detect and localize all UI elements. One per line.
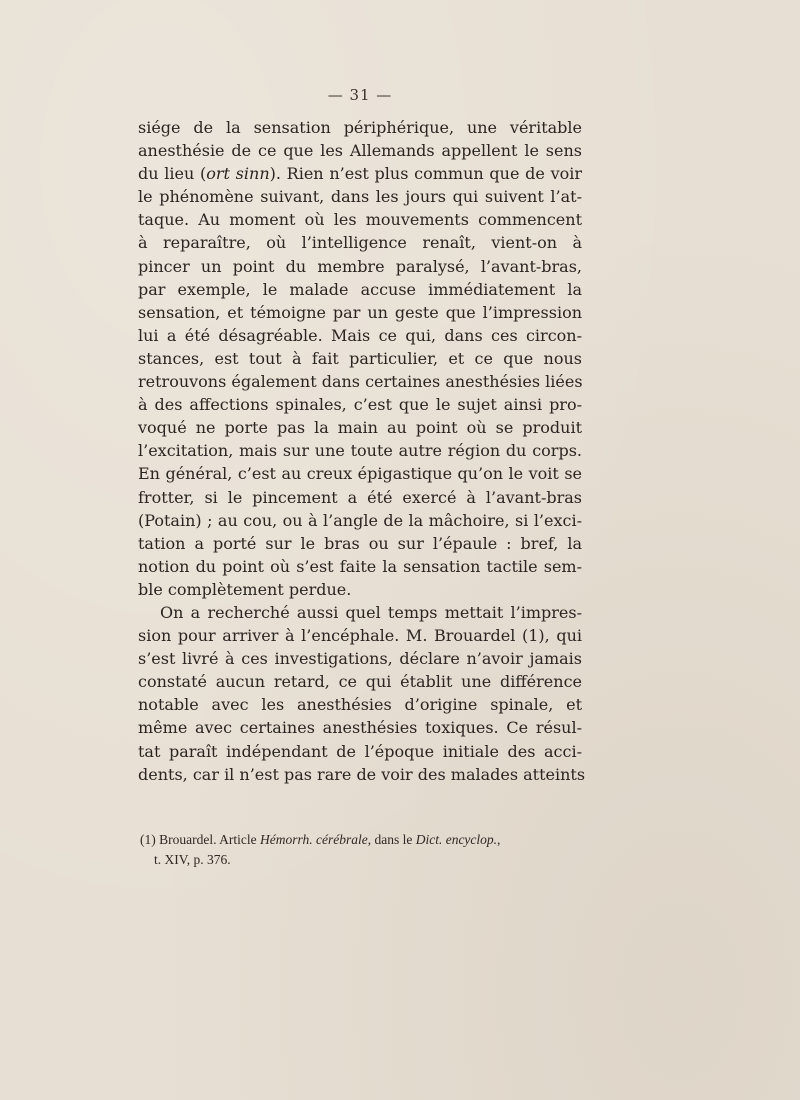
text-line: pincer un point du membre paralysé, l’avant-bras, <box>138 256 582 276</box>
text-line: tation a porté sur le bras ou sur l’épaule : bref, la <box>138 533 582 553</box>
footnote-prefix: (1) Brouardel. Article <box>140 832 260 847</box>
text-line: sion pour arriver à l’encéphale. M. Brouardel (1), qui <box>138 626 582 646</box>
paragraph-start-line: On a recherché aussi quel temps mettait l’impres- <box>160 602 582 622</box>
text-segment: du lieu ( <box>138 164 207 184</box>
text-line: stances, est tout à fait particulier, et ce que nous <box>138 348 582 368</box>
body-text <box>138 116 586 786</box>
text-line <box>138 162 582 185</box>
text-line: constaté aucun retard, ce qui établit une différence <box>138 672 582 692</box>
text-line: En général, c’est au creux épigastique qu’on le voit se <box>138 464 582 484</box>
text-line: taque. Au moment où les mouvements commencent <box>138 210 582 230</box>
text-line: dents, car il n’est pas rare de voir des malades atteints <box>138 764 586 784</box>
text-line: (Potain) ; au cou, ou à l’angle de la mâchoire, si l’exci- <box>138 510 582 530</box>
text-line: notable avec les anesthésies d’origine spinale, et <box>138 695 582 715</box>
text-segment: ). Rien n’est plus commun que de voir <box>269 164 583 184</box>
text-line: même avec certaines anesthésies toxiques. Ce résul- <box>138 718 582 738</box>
footnote <box>140 830 584 870</box>
text-line: lui a été désagréable. Mais ce qui, dans ces circon- <box>138 325 582 345</box>
page-number: — 31 — <box>327 86 393 104</box>
text-line: l’excitation, mais sur une toute autre région du corps. <box>138 441 582 461</box>
text-line: tat paraît indépendant de l’époque initiale des acci- <box>138 741 582 761</box>
text-line: à des affections spinales, c’est que le sujet ainsi pro- <box>138 395 582 415</box>
footnote-line <box>140 830 584 850</box>
text-line: le phénomène suivant, dans les jours qui suivent l’at- <box>138 187 582 207</box>
footnote-line: t. XIV, p. 376. <box>154 852 231 867</box>
text-line: s’est livré à ces investigations, déclare n’avoir jamais <box>138 649 582 669</box>
text-line: ble complètement perdue. <box>138 579 352 599</box>
text-line: frotter, si le pincement a été exercé à l’avant-bras <box>138 487 582 507</box>
text-line: à reparaître, où l’intelligence renaît, vient-on à <box>138 233 582 253</box>
text-line: retrouvons également dans certaines anesthésies liées <box>138 372 583 392</box>
italic-term: ort sinn <box>206 164 270 184</box>
text-line: sensation, et témoigne par un geste que l’impression <box>138 302 582 322</box>
text-line: anesthésie de ce que les Allemands appellent le sens <box>138 141 582 161</box>
text-line: voqué ne porte pas la main au point où se produit <box>138 418 582 438</box>
text-line: par exemple, le malade accuse immédiatement la <box>138 279 582 299</box>
text-line: siége de la sensation périphérique, une véritable <box>138 118 582 137</box>
footnote-middle: , dans le <box>367 832 416 847</box>
text-line: notion du point où s’est faite la sensation tactile sem- <box>138 556 582 576</box>
footnote-article-title: Hémorrh. cérébrale <box>259 832 368 847</box>
footnote-source-title: Dict. encyclop. <box>415 832 498 847</box>
footnote-suffix: , <box>497 832 501 847</box>
